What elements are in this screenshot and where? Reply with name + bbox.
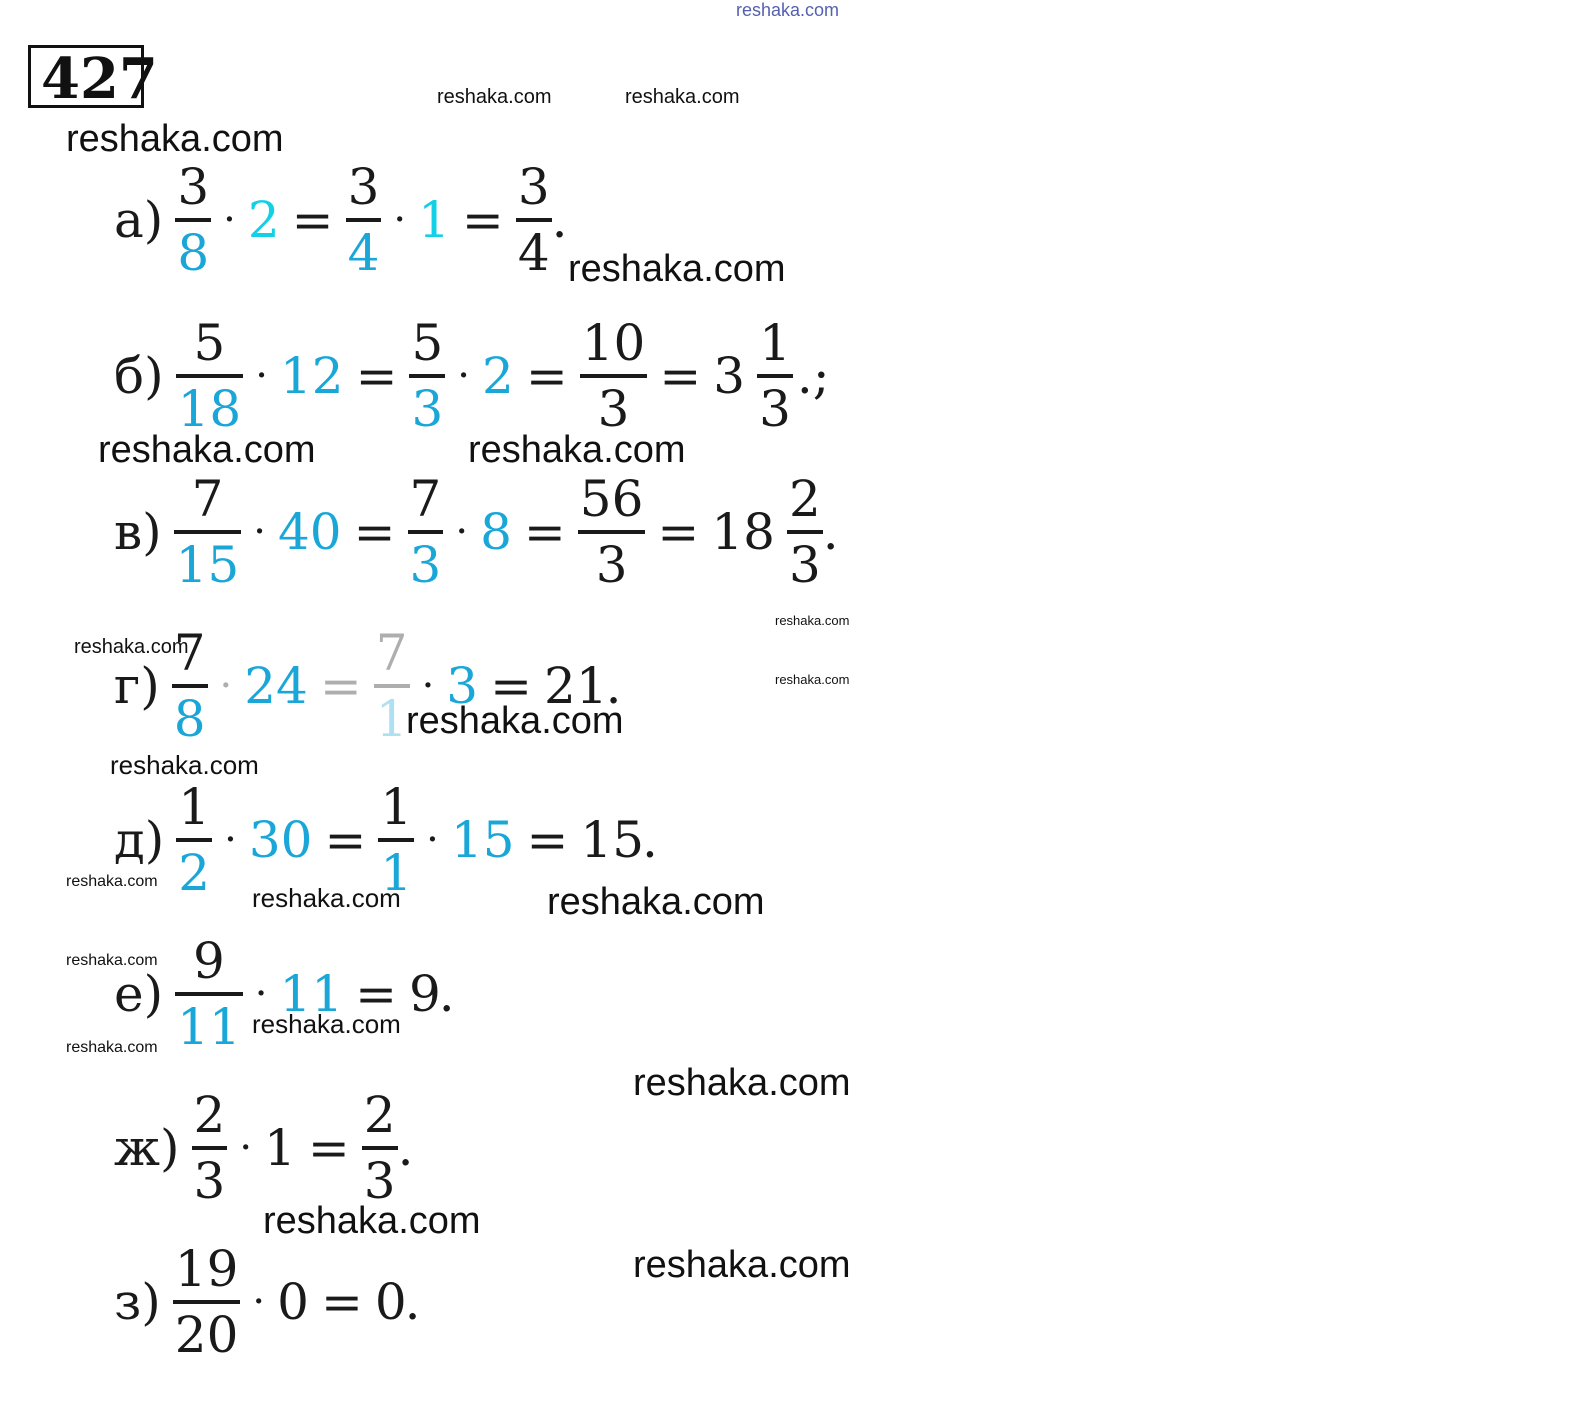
math-token: е) [114, 965, 164, 1023]
fraction [787, 470, 823, 594]
math-token: · [455, 509, 469, 555]
equation-zh [114, 1078, 425, 1218]
math-token: · [254, 971, 268, 1017]
math-token: 7 [409, 470, 442, 528]
math-token: 15 [580, 811, 645, 869]
math-token: б) [114, 347, 164, 405]
watermark: reshaka.com [625, 86, 740, 108]
equation-v [114, 462, 851, 602]
math-token: 4 [347, 224, 380, 282]
math-token: .; [796, 347, 830, 405]
math-token: = [307, 1119, 350, 1177]
math-token: 0 [374, 1273, 407, 1331]
math-token: 4 [517, 224, 550, 282]
math-token: 3 [347, 158, 380, 216]
fraction [176, 314, 244, 438]
math-token: 7 [173, 624, 206, 682]
math-token: 12 [279, 347, 344, 405]
math-token: = [490, 657, 533, 715]
math-token: · [426, 817, 439, 863]
math-token: 1 [178, 778, 211, 836]
math-token: г) [114, 657, 160, 715]
fraction [408, 470, 444, 594]
fraction [362, 1086, 398, 1210]
watermark: reshaka.com [775, 613, 850, 628]
math-token: · [421, 663, 435, 709]
watermark: reshaka.com [775, 672, 850, 687]
math-token: · [223, 197, 236, 243]
fraction [175, 158, 211, 282]
math-token: = [355, 965, 397, 1023]
problem-number-box [28, 45, 158, 112]
fraction [173, 1240, 241, 1364]
math-token: 1 [375, 690, 408, 748]
watermark: reshaka.com [66, 952, 158, 969]
math-token: = [291, 191, 334, 249]
watermark: reshaka.com [66, 118, 284, 160]
math-token: = [523, 503, 566, 561]
fraction [346, 158, 382, 282]
watermark: reshaka.com [568, 248, 786, 290]
math-token: 18 [177, 380, 242, 438]
math-token: 18 [711, 503, 775, 561]
fraction [176, 778, 212, 902]
math-token: · [393, 197, 407, 243]
math-token: 19 [174, 1240, 239, 1298]
watermark: reshaka.com [110, 750, 259, 780]
fraction [409, 314, 445, 438]
math-token: . [397, 1119, 414, 1177]
math-token: 3 [363, 1152, 396, 1210]
watermark: reshaka.com [74, 636, 189, 658]
math-token: 56 [579, 470, 644, 528]
math-token: в) [114, 503, 162, 561]
math-token: . [438, 965, 455, 1023]
math-token: 2 [178, 844, 211, 902]
equation-e [114, 924, 467, 1064]
watermark: reshaka.com [633, 1244, 851, 1286]
math-token: 24 [244, 657, 308, 715]
math-token: = [353, 503, 396, 561]
math-token: 9 [193, 932, 225, 990]
math-token: 3 [177, 158, 210, 216]
math-token: = [324, 811, 367, 869]
fraction [578, 470, 646, 594]
watermark: reshaka.com [468, 429, 686, 471]
math-token: д) [114, 811, 165, 869]
math-token: · [457, 353, 471, 399]
math-token: 1 [759, 314, 791, 372]
fraction [172, 624, 208, 748]
math-token: 8 [177, 224, 210, 282]
math-token: 3 [517, 158, 550, 216]
fraction [192, 1086, 228, 1210]
math-token: ж) [114, 1119, 180, 1177]
math-token: 3 [713, 347, 746, 405]
math-token: = [526, 811, 569, 869]
math-token: 21 [544, 657, 608, 715]
math-token: 3 [409, 536, 442, 594]
math-token: = [657, 503, 700, 561]
watermark: reshaka.com [547, 881, 765, 923]
watermark: reshaka.com [66, 1039, 158, 1056]
math-token: . [605, 657, 622, 715]
math-token: · [219, 663, 233, 709]
math-token: 3 [446, 657, 479, 715]
math-token: 3 [411, 380, 444, 438]
fraction [374, 624, 410, 748]
fraction [378, 778, 414, 902]
math-token: = [319, 657, 362, 715]
math-token: 1 [380, 778, 413, 836]
math-token: 15 [175, 536, 240, 594]
watermark: reshaka.com [263, 1200, 481, 1242]
watermark: reshaka.com [66, 873, 158, 890]
fraction [757, 314, 793, 438]
math-token: 7 [375, 624, 408, 682]
equation-a [114, 150, 580, 290]
math-token: 3 [595, 536, 628, 594]
math-token: · [252, 1279, 266, 1325]
watermark: reshaka.com [252, 883, 401, 913]
math-token: . [822, 503, 839, 561]
watermark: reshaka.com [736, 0, 840, 20]
math-token: 3 [759, 380, 791, 438]
math-token: 9 [408, 965, 441, 1023]
math-token: 40 [278, 503, 342, 561]
math-token: 2 [788, 470, 821, 528]
equation-g [114, 616, 634, 756]
math-token: · [253, 509, 266, 555]
math-token: з) [114, 1273, 161, 1331]
math-token: 11 [177, 998, 241, 1056]
math-token: 20 [174, 1306, 239, 1364]
problem-number: 427 [41, 46, 158, 112]
fraction [580, 314, 648, 438]
equation-d [114, 770, 670, 910]
math-token: 7 [191, 470, 224, 528]
math-token: 30 [248, 811, 313, 869]
watermark: reshaka.com [437, 86, 552, 108]
math-token: = [659, 347, 702, 405]
math-token: 3 [193, 1152, 226, 1210]
fraction [174, 470, 242, 594]
fraction [516, 158, 552, 282]
math-token: 2 [247, 191, 280, 249]
math-token: 5 [193, 314, 226, 372]
watermark: reshaka.com [633, 1062, 851, 1104]
math-token: 2 [193, 1086, 226, 1144]
fraction [175, 932, 243, 1056]
math-token: 2 [363, 1086, 396, 1144]
math-token: 8 [173, 690, 206, 748]
math-token: 3 [788, 536, 821, 594]
math-token: = [355, 347, 398, 405]
equation-b [114, 306, 842, 446]
watermark: reshaka.com [252, 1009, 401, 1039]
math-token: 5 [411, 314, 444, 372]
math-token: . [642, 811, 658, 869]
math-token: 8 [480, 503, 512, 561]
math-token: 3 [597, 380, 630, 438]
math-token: . [551, 191, 568, 249]
math-token: 0 [277, 1273, 309, 1331]
math-token: 1 [264, 1119, 296, 1177]
math-token: = [525, 347, 568, 405]
math-token: = [320, 1273, 363, 1331]
math-token: 11 [279, 965, 344, 1023]
math-token: 2 [482, 347, 514, 405]
math-token: · [239, 1125, 253, 1171]
math-token: · [224, 817, 237, 863]
watermark: reshaka.com [98, 429, 316, 471]
item-label: а) [114, 191, 164, 249]
math-token: 1 [380, 844, 413, 902]
watermark: reshaka.com [406, 700, 624, 742]
math-token: . [404, 1273, 421, 1331]
math-token: = [461, 191, 504, 249]
math-token: 15 [450, 811, 515, 869]
equation-z [114, 1232, 433, 1372]
math-token: 1 [418, 191, 450, 249]
math-token: 10 [581, 314, 646, 372]
math-token: · [255, 353, 268, 399]
